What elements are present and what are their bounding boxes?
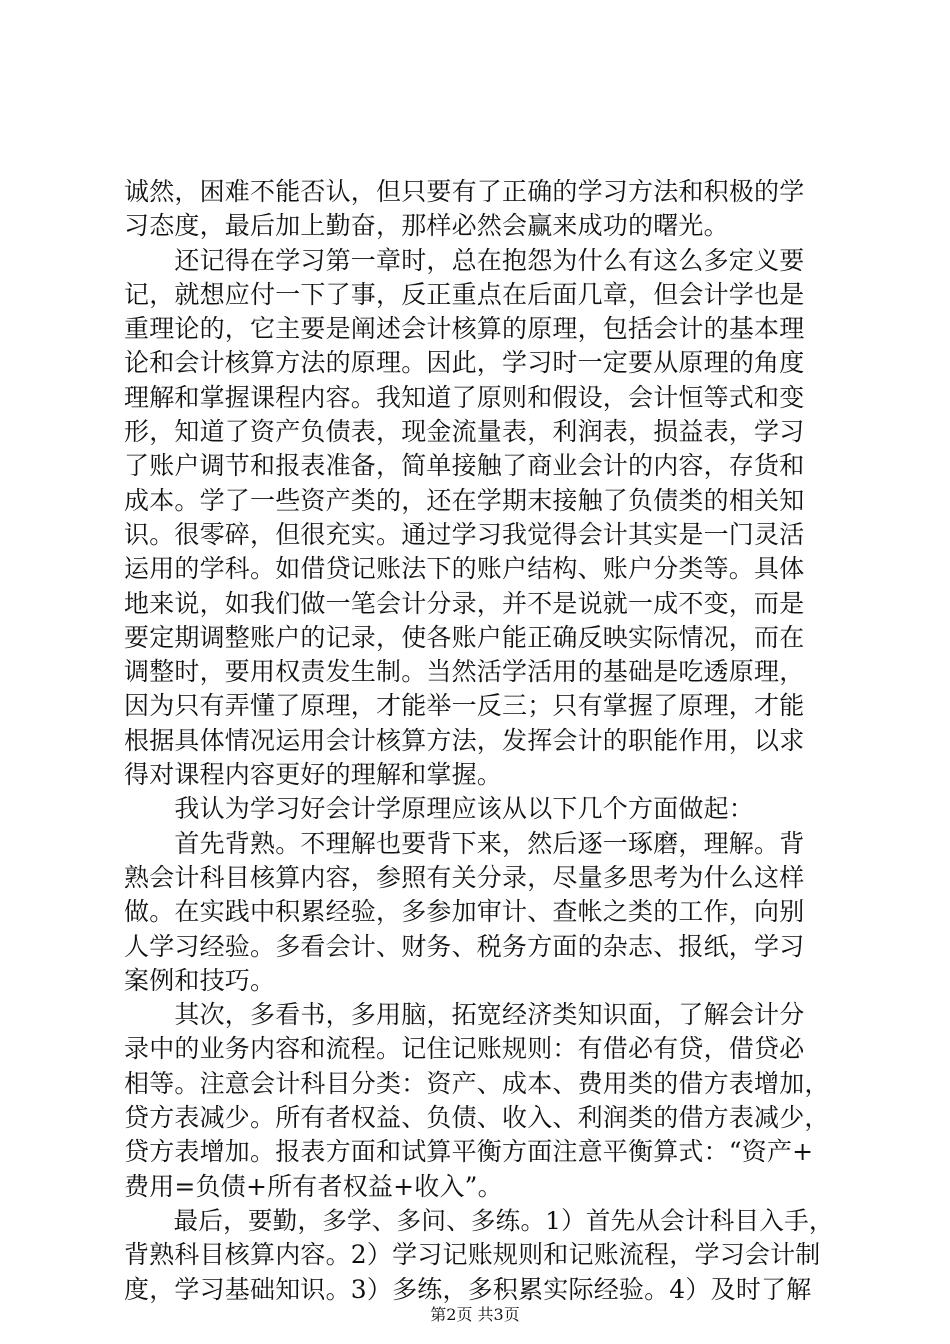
text-line: 人学习经验。多看会计、财务、税务方面的杂志、报纸，学习 [124, 931, 805, 961]
text-line: 费用=负债+所有者权益+收入”。 [124, 1171, 503, 1201]
text-line: 诚然，困难不能否认，但只要有了正确的学习方法和积极的学 [124, 177, 805, 206]
text-line: 重理论的，它主要是阐述会计核算的原理，包括会计的基本理 [124, 314, 805, 344]
text-line: 运用的学科。如借贷记账法下的账户结构、账户分类等。具体 [124, 554, 805, 584]
text-line: 贷方表增加。报表方面和试算平衡方面注意平衡算式：“资产+ [124, 1137, 814, 1167]
text-line: 成本。学了一些资产类的，还在学期末接触了负债类的相关知 [124, 485, 805, 515]
text-line: 识。很零碎，但很充实。通过学习我觉得会计其实是一门灵活 [124, 519, 805, 549]
text-line: 要定期调整账户的记录，使各账户能正确反映实际情况，而在 [124, 622, 805, 652]
text-line: 形，知道了资产负债表，现金流量表，利润表，损益表，学习 [124, 417, 805, 447]
text-line: 得对课程内容更好的理解和掌握。 [124, 760, 503, 790]
text-line: 地来说，如我们做一笔会计分录，并不是说就一成不变，而是 [124, 588, 805, 618]
text-line: 背熟科目核算内容。2）学习记账规则和记账流程，学习会计制 [124, 1240, 821, 1270]
text-line: 度，学习基础知识。3）多练，多积累实际经验。4）及时了解 [124, 1274, 812, 1304]
text-line: 还记得在学习第一章时，总在抱怨为什么有这么多定义要 [124, 245, 805, 275]
text-line: 调整时，要用权责发生制。当然活学活用的基础是吃透原理， [124, 657, 805, 687]
text-line: 做。在实践中积累经验，多参加审计、查帐之类的工作，向别 [124, 897, 805, 927]
body-text [124, 175, 834, 1307]
text-line: 其次，多看书，多用脑，拓宽经济类知识面，了解会计分 [124, 1000, 805, 1030]
text-line: 案例和技巧。 [124, 965, 276, 995]
text-line: 熟会计科目核算内容，参照有关分录，尽量多思考为什么这样 [124, 862, 805, 892]
text-line: 根据具体情况运用会计核算方法，发挥会计的职能作用，以求 [124, 725, 805, 755]
text-line: 录中的业务内容和流程。记住记账规则：有借必有贷，借贷必 [124, 1034, 805, 1064]
text-line: 理解和掌握课程内容。我知道了原则和假设，会计恒等式和变 [124, 382, 805, 412]
text-line: 记，就想应付一下了事，反正重点在后面几章，但会计学也是 [124, 279, 805, 309]
text-line: 因为只有弄懂了原理，才能举一反三；只有掌握了原理，才能 [124, 691, 805, 721]
text-line: 了账户调节和报表准备，简单接触了商业会计的内容，存货和 [124, 451, 805, 481]
text-line: 首先背熟。不理解也要背下来，然后逐一琢磨，理解。背 [124, 828, 805, 858]
text-line: 我认为学习好会计学原理应该从以下几个方面做起： [124, 794, 755, 824]
text-line: 贷方表减少。所有者权益、负债、收入、利润类的借方表减少， [124, 1103, 830, 1133]
text-line: 习态度，最后加上勤奋，那样必然会赢来成功的曙光。 [124, 211, 729, 241]
page-footer: 第2页 共3页 [430, 1305, 520, 1324]
text-line: 相等。注意会计科目分类：资产、成本、费用类的借方表增加， [124, 1068, 830, 1098]
text-line: 论和会计核算方法的原理。因此，学习时一定要从原理的角度 [124, 348, 805, 378]
text-line: 最后，要勤，多学、多问、多练。1）首先从会计科目入手， [124, 1205, 834, 1235]
